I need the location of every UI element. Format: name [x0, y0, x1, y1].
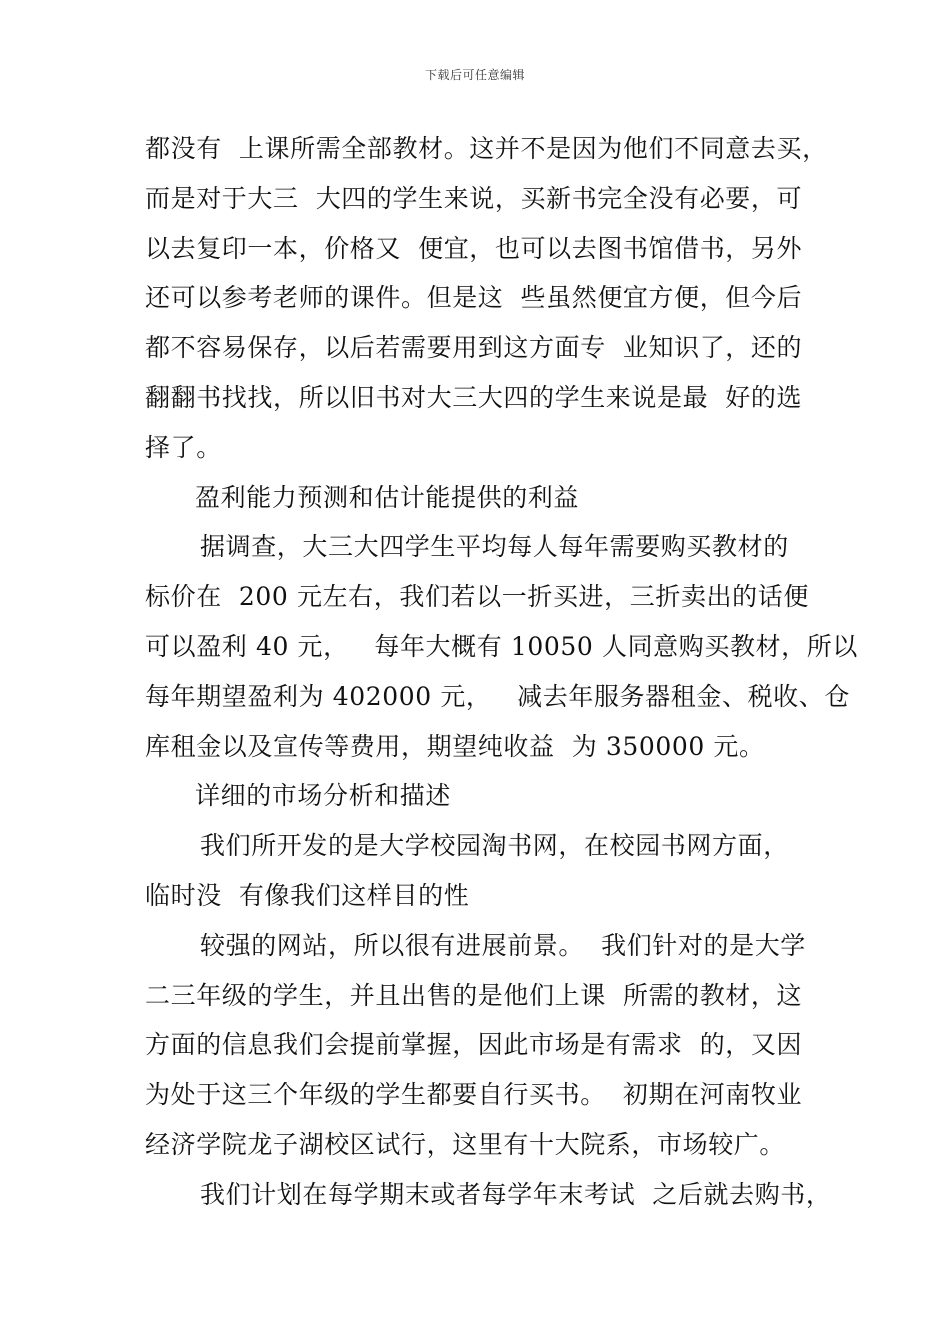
- section-heading: 盈利能力预测和估计能提供的利益: [195, 482, 580, 512]
- text-line: 翻翻书找找，所以旧书对大三大四的学生来说是最 好的选: [145, 382, 803, 412]
- text-line: 方面的信息我们会提前掌握，因此市场是有需求 的，又因: [145, 1030, 803, 1060]
- text-line: 标价在 200 元左右，我们若以一折买进，三折卖出的话便: [145, 582, 809, 612]
- document-body: [145, 124, 858, 1220]
- page-header: 下载后可任意编辑: [424, 68, 525, 82]
- text-line: 都没有 上课所需全部教材。这并不是因为他们不同意去买，: [145, 134, 828, 163]
- text-line: 经济学院龙子湖校区试行，这里有十大院系，市场较广。: [145, 1129, 786, 1159]
- text-line: 我们所开发的是大学校园淘书网，在校园书网方面，: [200, 831, 789, 861]
- text-line: 而是对于大三 大四的学生来说，买新书完全没有必要，可: [145, 183, 803, 213]
- text-line: 为处于这三个年级的学生都要自行买书。 初期在河南牧业: [145, 1080, 803, 1110]
- text-line: 库租金以及宣传等费用，期望纯收益 为 350000 元。: [145, 731, 765, 761]
- text-line: 以去复印一本，价格又 便宜，也可以去图书馆借书，另外: [145, 233, 803, 263]
- text-line: 可以盈利 40 元， 每年大概有 10050 人同意购买教材，所以: [145, 631, 858, 661]
- text-line: 二三年级的学生，并且出售的是他们上课 所需的教材，这: [145, 980, 803, 1010]
- text-line: 还可以参考老师的课件。但是这 些虽然便宜方便，但今后: [145, 283, 803, 313]
- text-line: 我们计划在每学期末或者每学年末考试 之后就去购书，: [200, 1179, 832, 1209]
- text-line: 较强的网站，所以很有进展前景。 我们针对的是大学: [200, 930, 806, 960]
- text-line: 据调查，大三大四学生平均每人每年需要购买教材的: [200, 532, 789, 562]
- text-line: 都不容易保存，以后若需要用到这方面专 业知识了，还的: [145, 333, 803, 363]
- text-line: 择了。: [145, 432, 222, 462]
- text-line: 临时没 有像我们这样目的性: [145, 880, 470, 910]
- text-line: 每年期望盈利为 402000 元， 减去年服务器租金、税收、仓: [145, 681, 850, 711]
- section-heading: 详细的市场分析和描述: [195, 781, 452, 811]
